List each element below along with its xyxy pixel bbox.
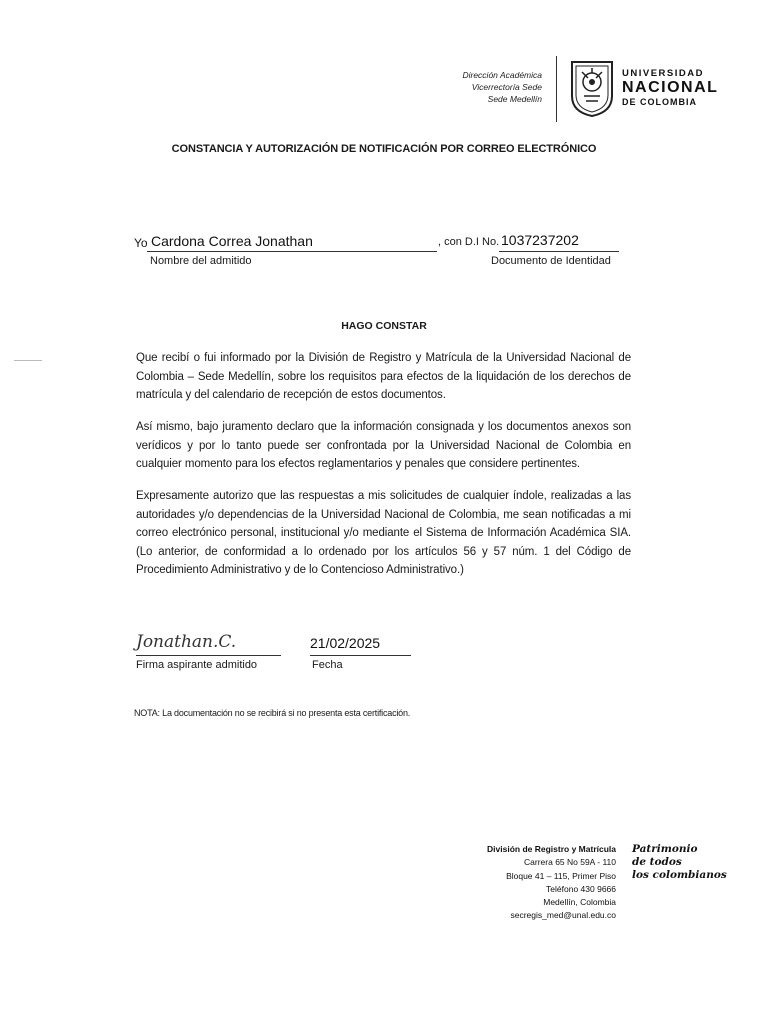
footer-email[interactable]: secregis_med@unal.edu.co: [510, 910, 616, 921]
margin-mark: [14, 360, 42, 361]
footer-phone: Teléfono 430 9666: [546, 883, 616, 894]
signature-underline: [136, 655, 281, 656]
university-name-line-1: UNIVERSIDAD: [622, 68, 704, 79]
university-seal-icon: [568, 58, 616, 118]
university-name: [622, 68, 718, 108]
section-title: HAGO CONSTAR: [341, 320, 427, 332]
footer-office: División de Registro y Matrícula: [487, 844, 616, 854]
footer-tagline: [632, 843, 727, 882]
footer-city: Medellín, Colombia: [543, 897, 616, 908]
university-name-line-3: DE COLOMBIA: [622, 97, 697, 107]
header-unit-line-2: Vicerrectoría Sede: [471, 82, 542, 92]
footer-address: [470, 843, 616, 923]
signature-caption: Firma aspirante admitido: [136, 659, 258, 671]
note: NOTA: La documentación no se recibirá si no presenta esta certificación.: [134, 708, 411, 718]
con-di-label: , con D.I No.: [438, 236, 500, 248]
footer-tagline-line-2: de todos: [632, 856, 682, 868]
document-title: CONSTANCIA Y AUTORIZACIÓN DE NOTIFICACIÓN POR CORREO ELECTRÓNICO: [171, 143, 597, 155]
yo-label: Yo: [134, 236, 148, 250]
name-underline: [147, 251, 437, 252]
id-number-field[interactable]: 1037237202: [501, 232, 579, 248]
id-underline: [499, 251, 619, 252]
university-name-line-2: NACIONAL: [622, 79, 719, 96]
id-caption: Documento de Identidad: [491, 255, 611, 267]
paragraph-2: Así mismo, bajo juramento declaro que la información consignada y los documentos anexos son verídicos y por lo tanto puede ser confrontada por la Universidad Nacional de Colombia en cualquier momento para los efectos reglamentarios y penales que considere pertinentes.: [136, 421, 631, 470]
header-divider: [556, 56, 557, 122]
header-unit-line-3: Sede Medellín: [487, 94, 542, 104]
footer-address-line-1: Carrera 65 No 59A - 110: [524, 857, 616, 868]
paragraph-1: Que recibí o fui informado por la División de Registro y Matrícula de la Universidad Nacional de Colombia – Sede Medellín, sobre los requisitos para efectos de la liquidación de los derechos de matrícula y del calendario de recepción de estos documentos.: [136, 352, 631, 401]
footer-tagline-line-3: los colombianos: [632, 869, 727, 881]
signature[interactable]: Jonathan.C.: [136, 632, 237, 652]
name-caption: Nombre del admitido: [150, 255, 252, 267]
footer-tagline-line-1: Patrimonio: [632, 843, 698, 855]
header-unit-line-1: Dirección Académica: [462, 70, 542, 80]
header-unit-lines: [430, 69, 542, 105]
date-field[interactable]: 21/02/2025: [310, 635, 381, 651]
admitted-name-field[interactable]: Cardona Correa Jonathan: [151, 233, 313, 249]
date-underline: [310, 655, 411, 656]
paragraph-3: Expresamente autorizo que las respuestas a mis solicitudes de cualquier índole, realizadas a las autoridades y/o dependencias de la Universidad Nacional de Colombia, me sean notificadas a mi correo electrónico personal, institucional y/o mediante el Sistema de Información Académica SIA. (Lo anterior, de conformidad a lo ordenado por los artículos 56 y 57 núm. 1 del Código de Procedimiento Administrativo y de lo Contencioso Administrativo.): [136, 490, 631, 576]
footer-address-line-2: Bloque 41 – 115, Primer Piso: [506, 870, 616, 881]
date-caption: Fecha: [312, 659, 343, 671]
